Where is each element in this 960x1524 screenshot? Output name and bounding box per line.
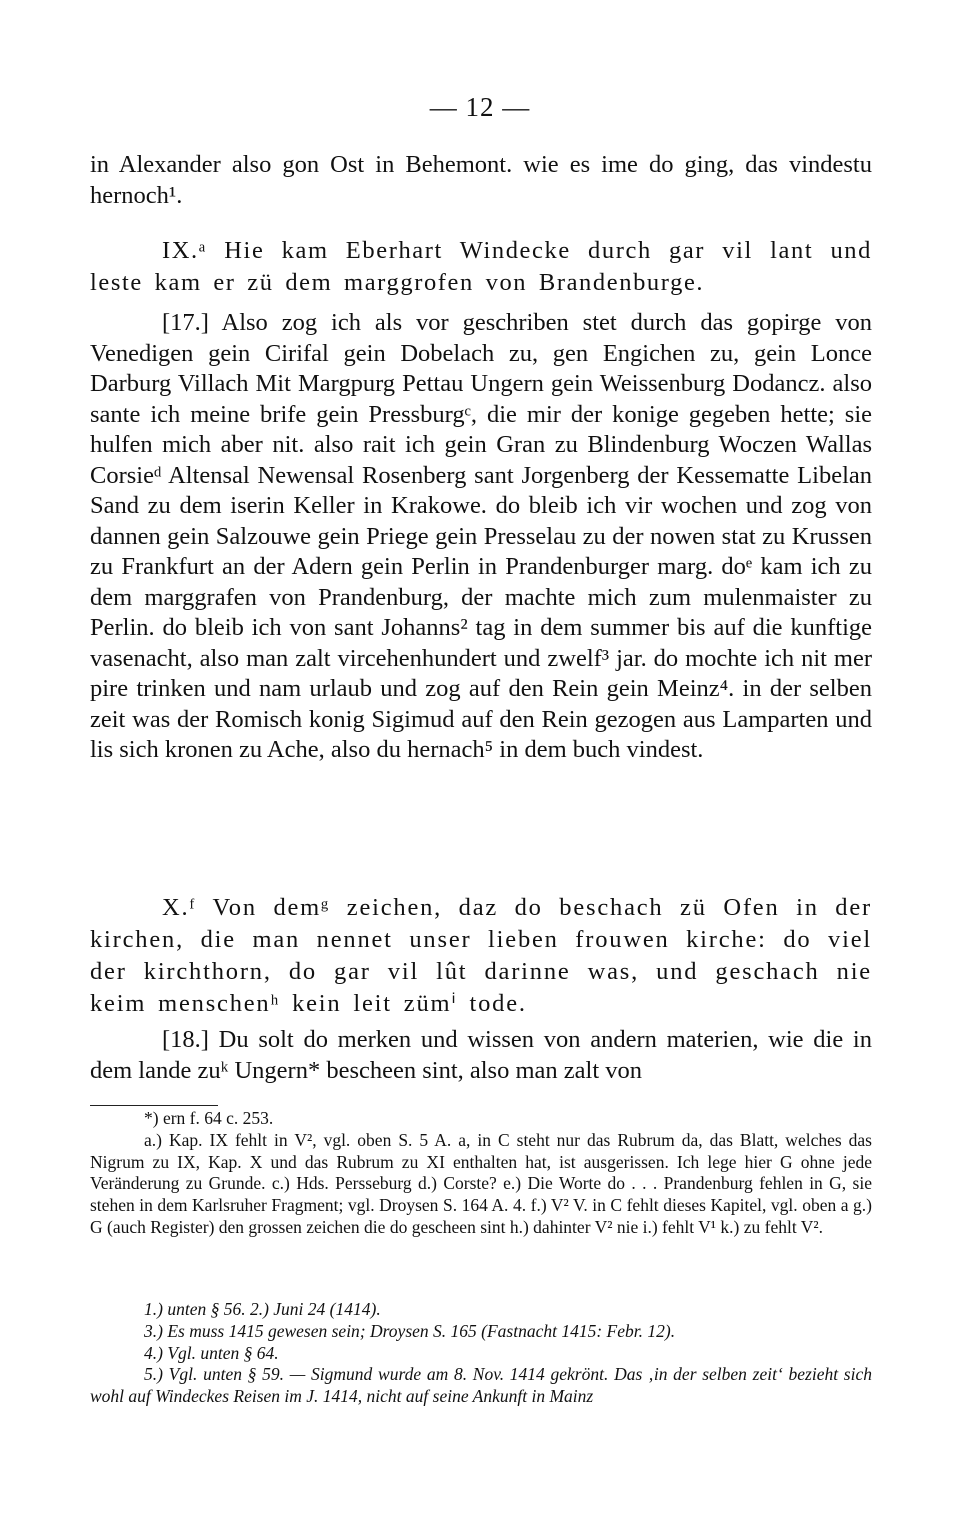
footnote-5: 5.) Vgl. unten § 59. — Sigmund wurde am 8. Nov. 1414 gekrönt. Das ‚in der selben zeit‘ bezieht sich wohl auf Windeckes Reisen im J. 1414, nicht auf seine Ankunft in Mainz bbox=[90, 1364, 872, 1407]
footnote-letters: a.) Kap. IX fehlt in V², vgl. oben S. 5 A. a, in C steht nur das Rubrum da, das Blatt, welches das Nigrum zu IX, Kap. X und das Rubrum zu XI enthalten hat, ist ausgerissen. Ich lege hier G ohne jede Veränderung zu Grunde. c.) Hds. Persseburg d.) Corste? e.) Die Worte do . . . Prandenburg fehlen in G, sie stehen in dem Karlsruher Fragment; vgl. Droysen S. 164 A. 4. f.) V² V. in C fehlt dieses Kapitel, vgl. oben a g.) G (auch Register) den grossen zeichen die do gescheen sint h.) dahinter V² nie i.) fehlt V¹ k.) zu fehlt V². bbox=[90, 1129, 872, 1237]
chapter-heading-x-text: X.ᶠ Von demᵍ zeichen, daz do beschach zü Ofen in der kirchen, die man nennet unser lieben frouwen kirche: do viel der kirchthorn, do gar vil lût darinne was, und geschach nie keim menschenʰ kein leit zümⁱ tode. bbox=[90, 894, 872, 1017]
footnote-3: 3.) Es muss 1415 gewesen sein; Droysen S. 165 (Fastnacht 1415: Febr. 12). bbox=[144, 1320, 676, 1341]
section-18 bbox=[90, 1025, 872, 1086]
section-17 bbox=[90, 308, 872, 766]
footnotes-numbered bbox=[90, 1299, 872, 1408]
footnote-star: *) ern f. 64 c. 253. bbox=[144, 1108, 274, 1128]
footnotes-apparatus bbox=[90, 1108, 872, 1239]
chapter-heading-ix bbox=[90, 235, 872, 299]
paragraph-text: in Alexander also gon Ost in Behemont. wie es ime do ging, das vindestu hernoch¹. bbox=[90, 151, 872, 209]
section-18-text: [18.] Du solt do merken und wissen von andern materien, wie die in dem lande zuᵏ Ungern* bescheen sint, also man zalt von bbox=[90, 1026, 872, 1084]
page-number: — 12 — bbox=[429, 92, 531, 122]
section-17-text: [17.] Also zog ich als vor geschriben stet durch das gopirge von Venedigen gein Cirifal gein Dobelach zu, gen Engichen zu, gein Lonce Darburg Villach Mit Margpurg Pettau Ungern gein Weissenburg Dodancz. also sante ich meine brife gein Pressburgᶜ, die mir der konige gegeben hette; sie hulfen mich aber nit. also rait ich gein Gran zu Blindenburg Woczen Wallas Corsieᵈ Altensal Newensal Rosenberg sant Jorgenberg der Kessematte Libelan Sand zu dem iserin Keller in Krakowe. do bleib ich vir wochen und zog von dannen gein Salzouwe gein Priege gein Presselau zu der nowen stat zu Krussen zu Frankfurt an der Adern gein Perlin in Prandenburger marg. doᵉ kam ich zu dem marggrafen von Prandenburg, der machte mich zum mulenmaister zu Perlin. do bleib ich von sant Johanns² tag in dem summer bis auf die kunftige vasenacht, also man zalt vircehenhundert und zwelf³ jar. do mochte ich nit mer pire trinken und nam urlaub und zog auf den Rein gein Meinz⁴. in der selben zeit was der Romisch konig Sigimud auf den Rein gezogen aus Lamparten und lis sich kronen zu Ache, also du hernach⁵ in dem buch vindest. bbox=[90, 309, 872, 763]
chapter-heading-x bbox=[90, 892, 872, 1020]
footnote-divider bbox=[90, 1105, 218, 1106]
paragraph-opening bbox=[90, 150, 872, 211]
footnote-4: 4.) Vgl. unten § 64. bbox=[144, 1342, 279, 1363]
footnote-1-2: 1.) unten § 56. 2.) Juni 24 (1414). bbox=[144, 1299, 381, 1319]
chapter-heading-text: IX.ᵃ Hie kam Eberhart Windecke durch gar vil lant und leste kam er zü dem marggrofen von Brandenburge. bbox=[90, 237, 872, 296]
